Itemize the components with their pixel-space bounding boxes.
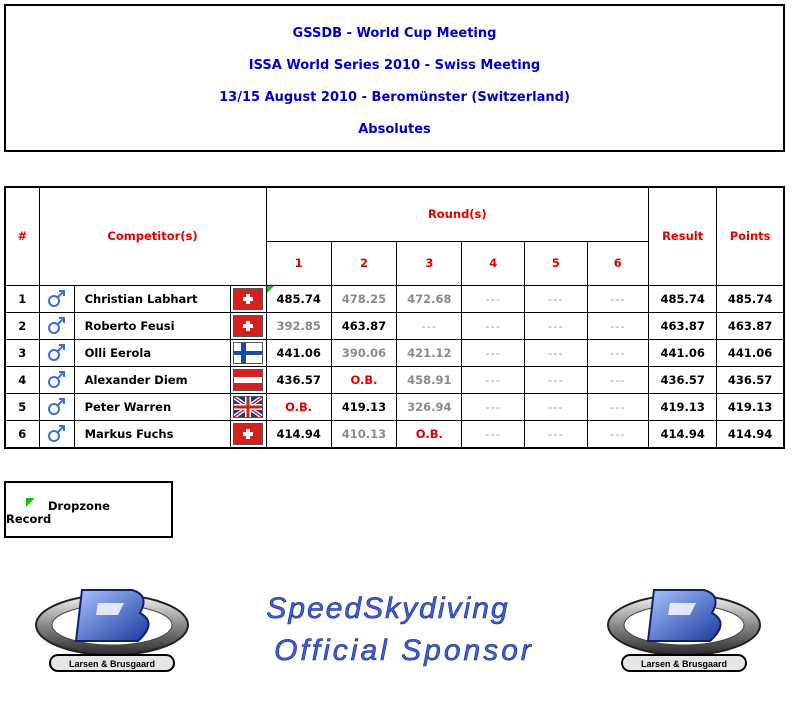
- round-number: 3: [397, 241, 462, 285]
- round-score: ---: [587, 285, 649, 312]
- round-number: 2: [331, 241, 396, 285]
- flag-switzerland-icon: [230, 312, 266, 339]
- round-score: ---: [525, 339, 588, 366]
- male-icon: [39, 285, 74, 312]
- flag-austria-icon: [230, 366, 266, 393]
- result-cell: 419.13: [649, 393, 717, 420]
- points-cell: 436.57: [717, 366, 784, 393]
- table-row: [5, 393, 784, 420]
- result-cell: 485.74: [649, 285, 717, 312]
- rank-cell: 3: [5, 339, 39, 366]
- round-score: ---: [462, 312, 525, 339]
- logo-text-right: Larsen & Brusgaard: [640, 659, 728, 669]
- logo-text-left: Larsen & Brusgaard: [68, 659, 156, 669]
- table-row: [5, 312, 784, 339]
- round-score: ---: [525, 393, 588, 420]
- results-table: [4, 186, 785, 449]
- round-score: 410.13: [331, 420, 396, 448]
- rank-cell: 2: [5, 312, 39, 339]
- round-score: ---: [587, 312, 649, 339]
- sponsor-banner: [0, 585, 793, 685]
- result-cell: 463.87: [649, 312, 717, 339]
- round-score: 478.25: [331, 285, 396, 312]
- event-date-location: 13/15 August 2010 - Beromünster (Switzerland): [219, 90, 570, 105]
- rank-cell: 1: [5, 285, 39, 312]
- male-icon: [39, 366, 74, 393]
- round-score: 326.94: [397, 393, 462, 420]
- table-row: [5, 420, 784, 448]
- male-icon: [39, 393, 74, 420]
- table-row: [5, 339, 784, 366]
- round-score: ---: [462, 366, 525, 393]
- male-icon: [39, 339, 74, 366]
- round-score: ---: [462, 420, 525, 448]
- points-cell: 419.13: [717, 393, 784, 420]
- round-score: ---: [525, 312, 588, 339]
- rank-cell: 6: [5, 420, 39, 448]
- male-icon: [39, 420, 74, 448]
- event-series: ISSA World Series 2010 - Swiss Meeting: [248, 58, 541, 73]
- legend-box: [4, 481, 173, 538]
- competitor-name: Christian Labhart: [74, 285, 230, 312]
- competitor-name: Markus Fuchs: [74, 420, 230, 448]
- round-score: O.B.: [331, 366, 396, 393]
- points-cell: 441.06: [717, 339, 784, 366]
- round-score: 419.13: [331, 393, 396, 420]
- dropzone-record-legend-icon: [26, 498, 35, 507]
- col-header-rounds: Round(s): [266, 187, 649, 241]
- event-category: Absolutes: [358, 122, 431, 137]
- flag-finland-icon: [230, 339, 266, 366]
- round-score: 472.68: [397, 285, 462, 312]
- round-score: 458.91: [397, 366, 462, 393]
- round-number: 5: [525, 241, 588, 285]
- sponsor-line-1: SpeedSkydiving: [266, 592, 510, 625]
- flag-switzerland-icon: [230, 285, 266, 312]
- event-header: [4, 4, 785, 152]
- event-title: GSSDB - World Cup Meeting: [292, 26, 497, 41]
- round-score: 441.06: [266, 339, 331, 366]
- col-header-rank: #: [5, 187, 39, 285]
- rank-cell: 5: [5, 393, 39, 420]
- round-score: ---: [397, 312, 462, 339]
- round-score: ---: [587, 393, 649, 420]
- male-icon: [39, 312, 74, 339]
- rank-cell: 4: [5, 366, 39, 393]
- round-score: O.B.: [266, 393, 331, 420]
- round-score: ---: [462, 339, 525, 366]
- round-score: 390.06: [331, 339, 396, 366]
- table-row: [5, 285, 784, 312]
- competitor-name: Olli Eerola: [74, 339, 230, 366]
- round-score: ---: [525, 285, 588, 312]
- result-cell: 441.06: [649, 339, 717, 366]
- competitor-name: Alexander Diem: [74, 366, 230, 393]
- flag-uk-icon: [230, 393, 266, 420]
- round-score: 463.87: [331, 312, 396, 339]
- col-header-result: Result: [649, 187, 717, 285]
- larsen-brusgaard-logo-right: [608, 590, 760, 671]
- result-cell: 414.94: [649, 420, 717, 448]
- result-cell: 436.57: [649, 366, 717, 393]
- sponsor-line-2: Official Sponsor: [274, 634, 534, 667]
- points-cell: 485.74: [717, 285, 784, 312]
- round-score: ---: [462, 393, 525, 420]
- flag-switzerland-icon: [230, 420, 266, 448]
- round-number: 6: [587, 241, 649, 285]
- round-score: O.B.: [397, 420, 462, 448]
- col-header-points: Points: [717, 187, 784, 285]
- points-cell: 463.87: [717, 312, 784, 339]
- round-score: ---: [525, 420, 588, 448]
- round-score: ---: [525, 366, 588, 393]
- round-score: 436.57: [266, 366, 331, 393]
- competitor-name: Peter Warren: [74, 393, 230, 420]
- round-number: 4: [462, 241, 525, 285]
- round-score: 421.12: [397, 339, 462, 366]
- round-number: 1: [266, 241, 331, 285]
- legend-label-dropzone: Dropzone: [48, 499, 110, 513]
- points-cell: 414.94: [717, 420, 784, 448]
- competitor-name: Roberto Feusi: [74, 312, 230, 339]
- larsen-brusgaard-logo-left: [36, 590, 188, 671]
- col-header-competitor: Competitor(s): [39, 187, 266, 285]
- round-score: 392.85: [266, 312, 331, 339]
- legend-label-record: Record: [6, 512, 52, 526]
- round-score: 485.74: [266, 285, 331, 312]
- round-score: 414.94: [266, 420, 331, 448]
- dropzone-record-marker: [267, 286, 274, 293]
- round-score: ---: [462, 285, 525, 312]
- round-score: ---: [587, 339, 649, 366]
- table-row: [5, 366, 784, 393]
- sponsor-graphic: [0, 585, 793, 685]
- round-score: ---: [587, 366, 649, 393]
- round-score: ---: [587, 420, 649, 448]
